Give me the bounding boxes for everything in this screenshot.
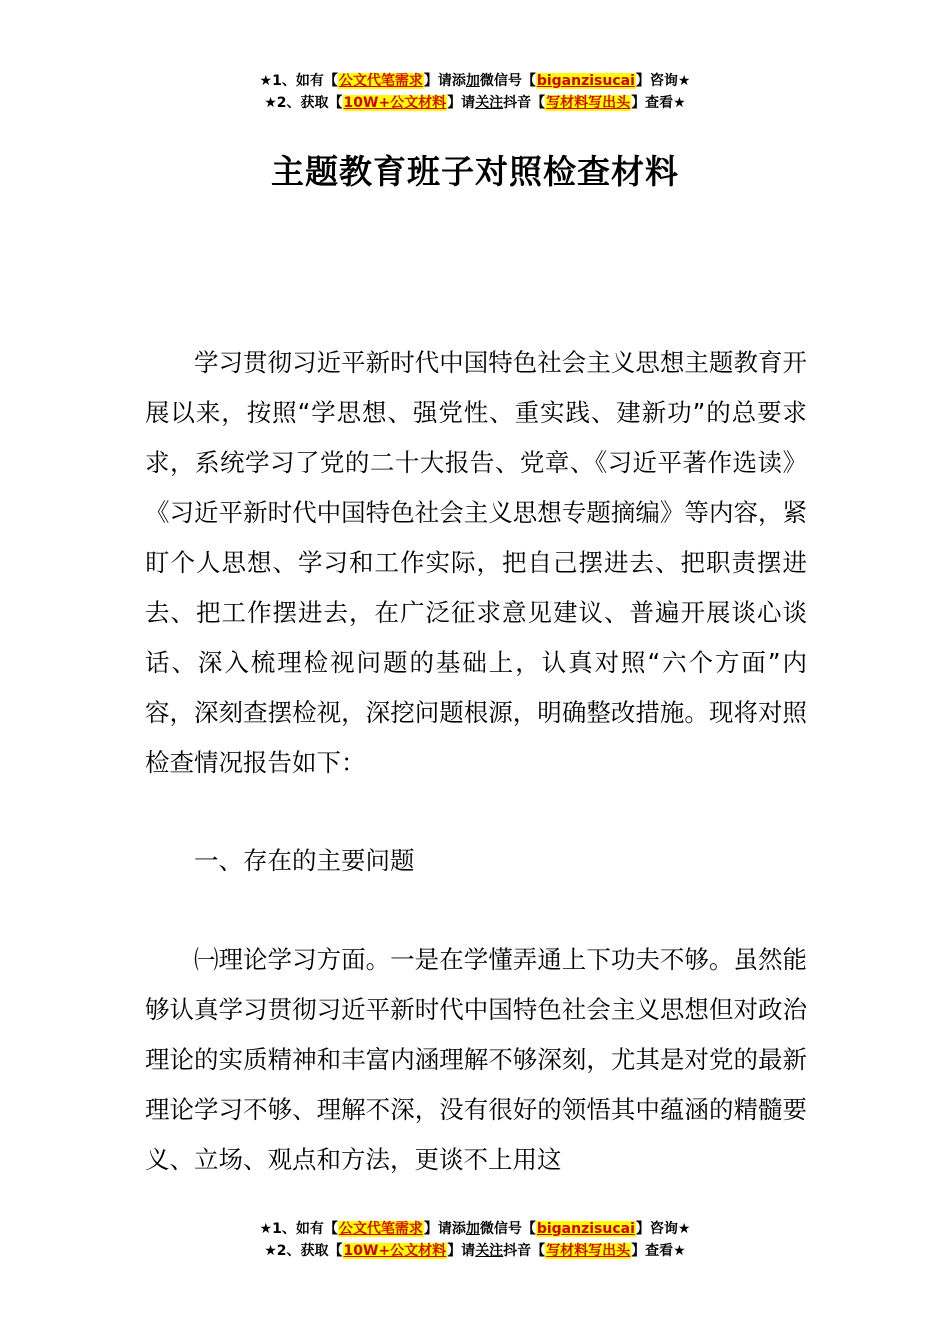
footer-highlight-wechat-id: biganzisucai: [536, 1221, 635, 1237]
theory-paragraph: [145, 935, 807, 1185]
banner-highlight-materials: 10W+公文材料: [343, 95, 447, 111]
banner-highlight-douyin: 写材料写出头: [546, 95, 631, 111]
footer-highlight-douyin: 写材料写出头: [546, 1243, 631, 1259]
footer-banner-line-2: ★2、获取【10W+公文材料】请关注抖音【写材料写出头】查看★: [264, 1243, 686, 1259]
section-heading-text: 一、存在的主要问题: [194, 846, 415, 875]
theory-paragraph-text: ㈠理论学习方面。一是在学懂弄通上下功夫不够。虽然能够认真学习贯彻习近平新时代中国特色社会主义思想但对政治理论的实质精神和丰富内涵理解不够深刻，尤其是对党的最新理论学习不够、理解不深，没有很好的领悟其中蕴涵的精髓要义、立场、观点和方法，更谈不上用这: [145, 945, 807, 1174]
document-title: 主题教育班子对照检查材料: [271, 152, 679, 191]
footer-banner-line-1: ★1、如有【公文代笔需求】请添加微信号【biganzisucai】咨询★: [259, 1221, 691, 1237]
banner-highlight-wechat-id: biganzisucai: [536, 73, 635, 89]
footer-banner: [0, 1218, 950, 1262]
section-heading: [145, 836, 807, 886]
banner-line-1: ★1、如有【公文代笔需求】请添加微信号【biganzisucai】咨询★: [259, 73, 691, 89]
intro-paragraph-text: 学习贯彻习近平新时代中国特色社会主义思想主题教育开展以来，按照“学思想、强党性、重实践、建新功”的总要求求，系统学习了党的二十大报告、党章、《习近平著作选读》《习近平新时代中国特色社会主义思想专题摘编》等内容，紧盯个人思想、学习和工作实际，把自己摆进去、把职责摆进去、把工作摆进去，在广泛征求意见建议、普遍开展谈心谈话、深入梳理检视问题的基础上，认真对照“六个方面”内容，深刻查摆检视，深挖问题根源，明确整改措施。现将对照检查情况报告如下：: [145, 348, 807, 777]
intro-paragraph: [145, 338, 807, 788]
banner-highlight-writing-service: 公文代笔需求: [338, 73, 423, 89]
header-banner: [0, 70, 950, 114]
footer-highlight-writing-service: 公文代笔需求: [338, 1221, 423, 1237]
banner-line-2: ★2、获取【10W+公文材料】请关注抖音【写材料写出头】查看★: [264, 95, 686, 111]
footer-highlight-materials: 10W+公文材料: [343, 1243, 447, 1259]
